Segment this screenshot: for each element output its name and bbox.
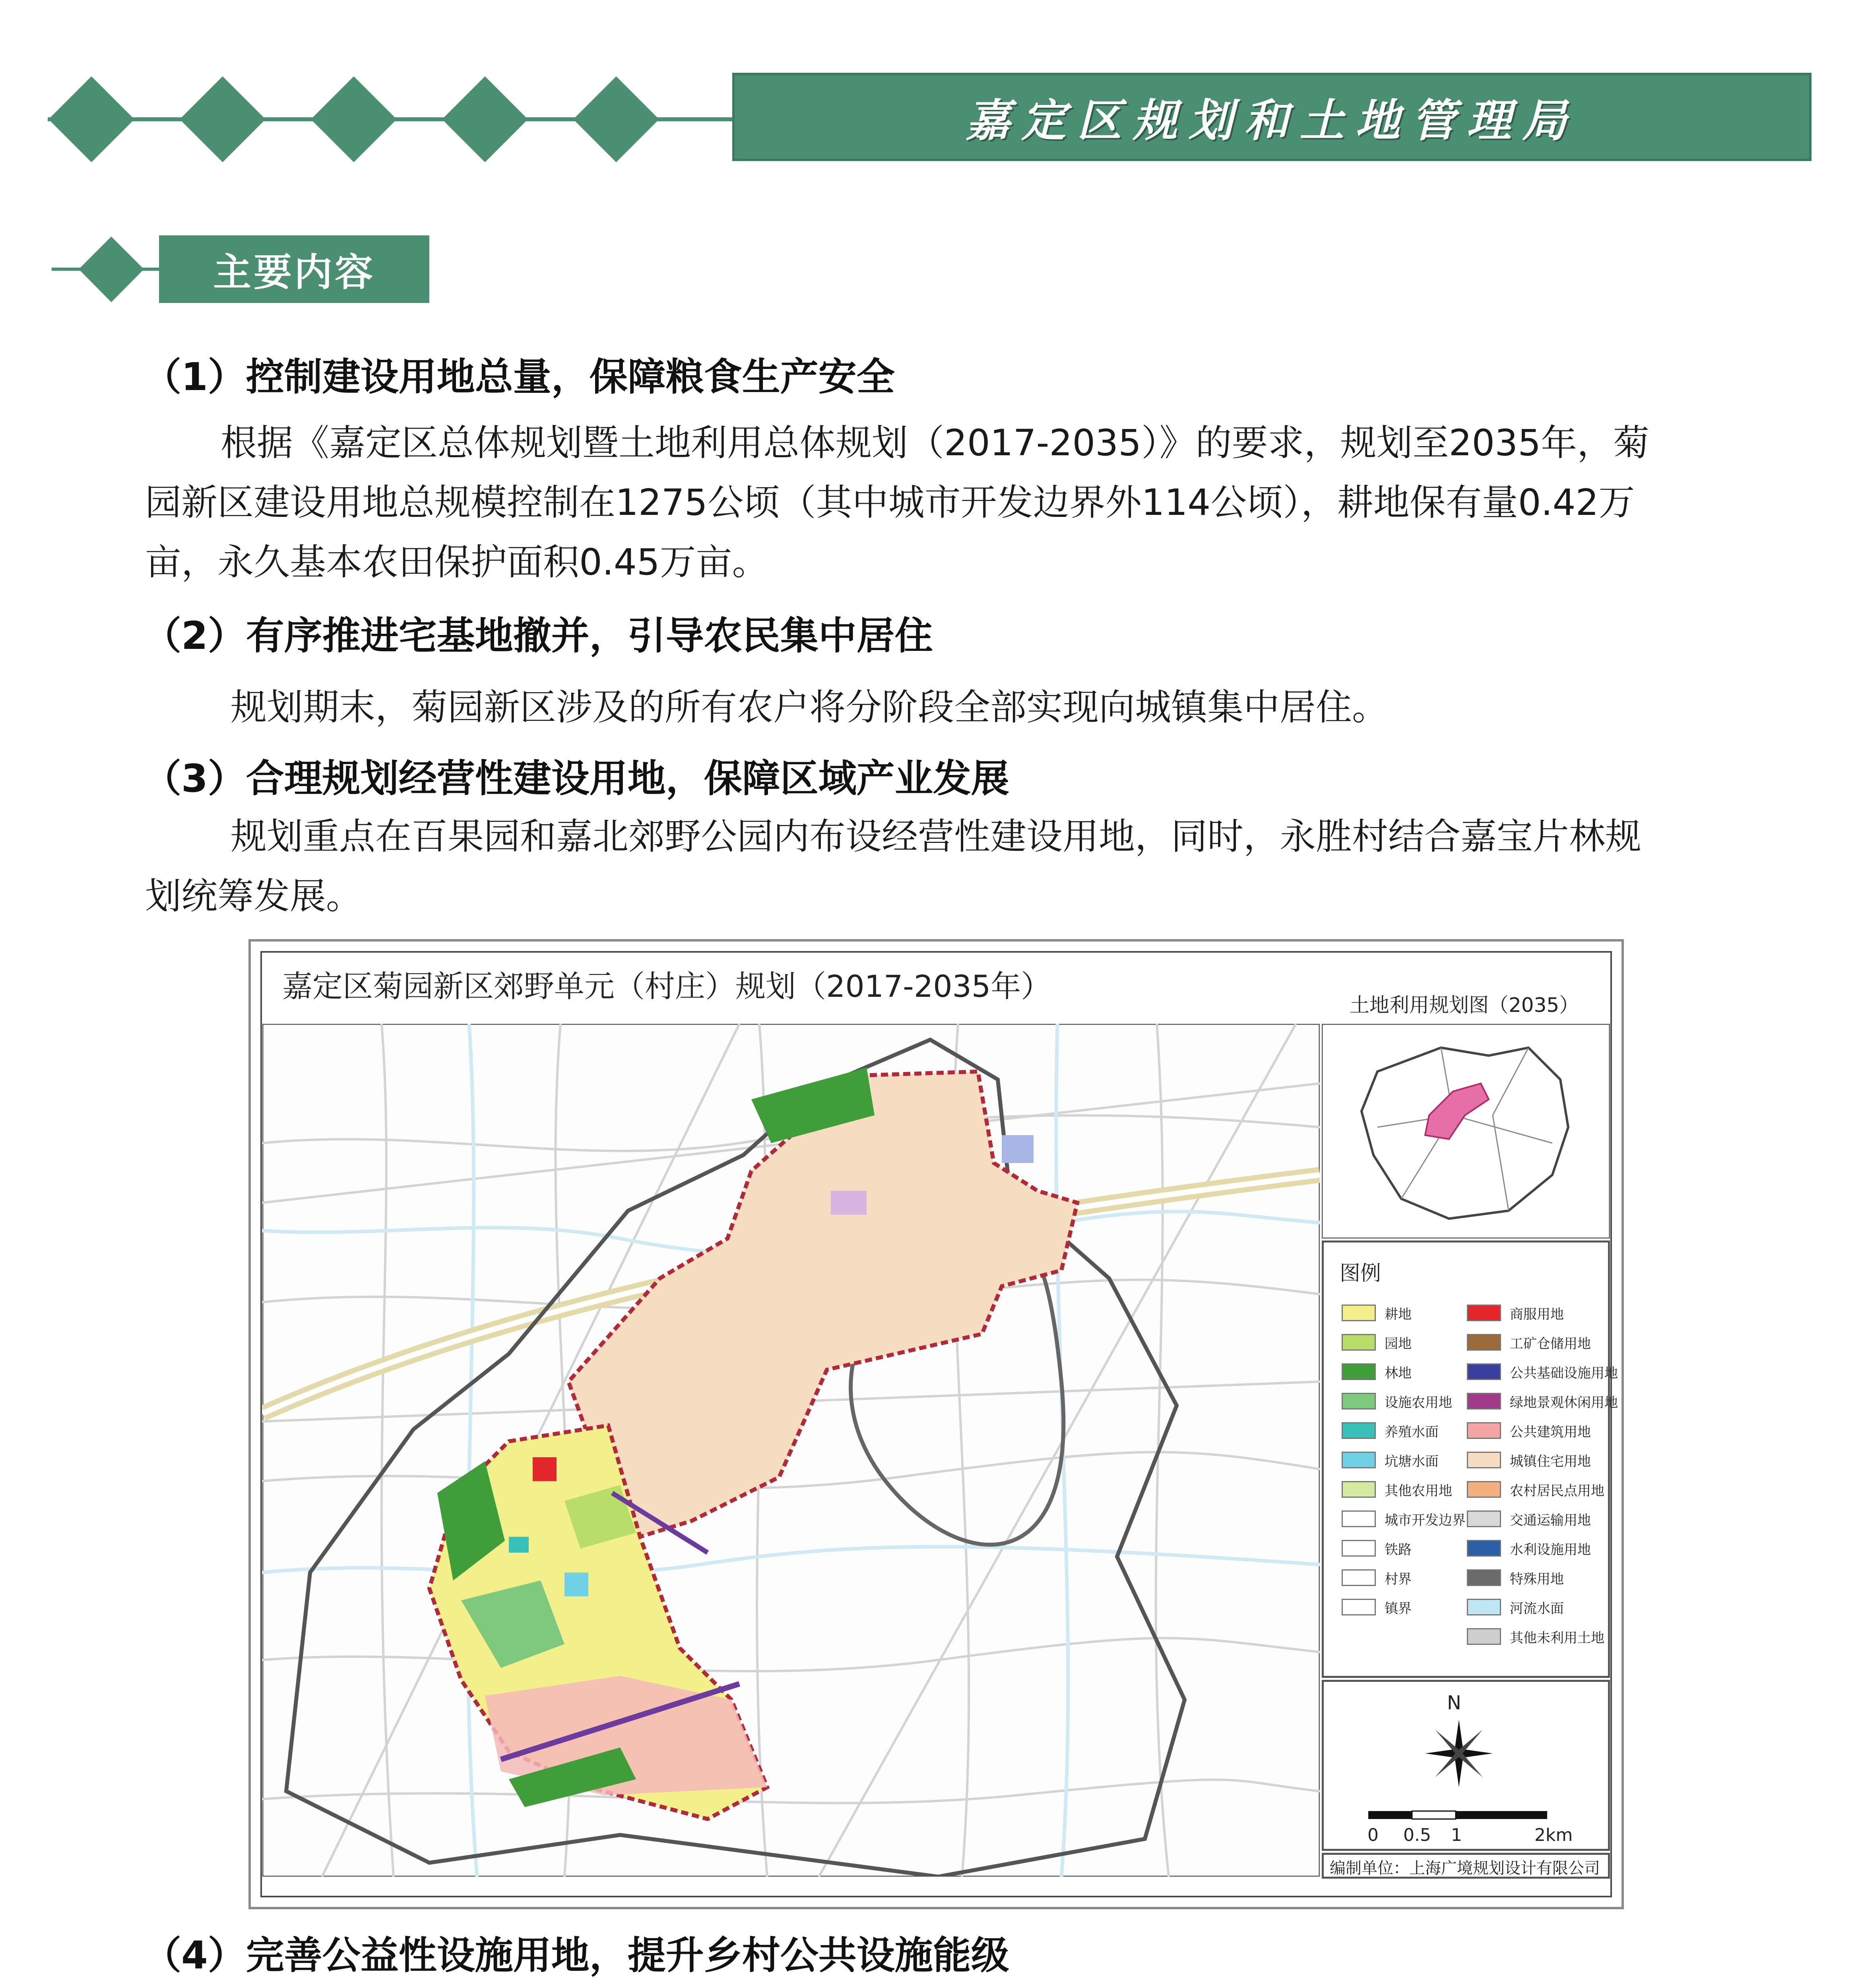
legend-left-row: [1342, 1298, 1466, 1328]
legend-label: 河流水面: [1510, 1600, 1564, 1617]
map-subtitle: 土地利用规划图（2035）: [1350, 994, 1579, 1017]
legend-swatch: [1467, 1452, 1501, 1468]
scale-tick-1: 1: [1451, 1825, 1462, 1845]
legend-swatch: [1467, 1393, 1501, 1409]
item-2-line-1: 规划期末，菊园新区涉及的所有农户将分阶段全部实现向城镇集中居住。: [231, 687, 1389, 728]
legend-swatch: [1342, 1540, 1376, 1557]
item-1-line-2: 园新区建设用地总规模控制在1275公顷（其中城市开发边界外114公顷），耕地保有量0.42万: [145, 482, 1635, 524]
section-diamond-icon: [52, 233, 167, 306]
legend-swatch: [1342, 1510, 1376, 1527]
legend-right-row: [1467, 1328, 1618, 1357]
legend-swatch: [1467, 1599, 1501, 1615]
legend-right-column: [1467, 1298, 1618, 1651]
legend-label: 镇界: [1385, 1600, 1412, 1617]
legend-left-row: [1342, 1563, 1466, 1592]
inset-locator-map: [1322, 1024, 1610, 1239]
item-3-line-2: 划统筹发展。: [145, 876, 363, 917]
legend-swatch: [1342, 1452, 1376, 1468]
legend-label: 公共建筑用地: [1510, 1424, 1591, 1440]
item-3-heading: （3）合理规划经营性建设用地，保障区域产业发展: [143, 756, 1009, 801]
legend-right-row: [1467, 1534, 1618, 1563]
legend-right-row: [1467, 1475, 1618, 1504]
legend-left-row: [1342, 1504, 1466, 1534]
legend-swatch: [1467, 1510, 1501, 1527]
legend-swatch: [1467, 1569, 1501, 1586]
legend-swatch: [1467, 1334, 1501, 1351]
legend-left-row: [1342, 1475, 1466, 1504]
legend-left-row: [1342, 1357, 1466, 1386]
legend-label: 坑塘水面: [1385, 1453, 1439, 1470]
legend-label: 交通运输用地: [1510, 1512, 1591, 1528]
scale-tick-2km: 2km: [1534, 1825, 1573, 1845]
header-agency-name: 嘉定区规划和土地管理局: [966, 94, 1578, 147]
legend-left-row: [1342, 1592, 1466, 1622]
legend-left-column: [1342, 1298, 1466, 1622]
legend-right-row: [1467, 1445, 1618, 1475]
legend-left-row: [1342, 1534, 1466, 1563]
item-2-heading: （2）有序推进宅基地撤并，引导农民集中居住: [143, 613, 933, 658]
legend-swatch: [1467, 1363, 1501, 1380]
legend-label: 铁路: [1385, 1541, 1412, 1558]
legend-swatch: [1342, 1422, 1376, 1439]
legend-right-row: [1467, 1592, 1618, 1622]
legend-right-row: [1467, 1357, 1618, 1386]
legend-left-row: [1342, 1328, 1466, 1357]
legend-label: 林地: [1385, 1365, 1412, 1381]
legend-swatch: [1467, 1481, 1501, 1498]
item-1-heading: （1）控制建设用地总量，保障粮食生产安全: [143, 355, 895, 399]
legend-swatch: [1467, 1540, 1501, 1557]
legend-right-row: [1467, 1622, 1618, 1651]
legend-left-row: [1342, 1416, 1466, 1445]
item-4-heading: （4）完善公益性设施用地，提升乡村公共设施能级: [143, 1933, 1009, 1978]
scale-tick-0: 0: [1367, 1825, 1379, 1845]
legend-label: 绿地景观休闲用地: [1510, 1394, 1618, 1411]
legend-swatch: [1467, 1628, 1501, 1645]
legend-swatch: [1467, 1305, 1501, 1321]
legend-label: 耕地: [1385, 1306, 1412, 1322]
section-title: 主要内容: [159, 235, 429, 303]
item-1-line-1: 根据《嘉定区总体规划暨土地利用总体规划（2017-2035）》的要求，规划至2035年，菊: [221, 422, 1650, 464]
legend-label: 公共基础设施用地: [1510, 1365, 1618, 1381]
legend-label: 其他农用地: [1385, 1483, 1452, 1499]
legend-title: 图例: [1340, 1262, 1381, 1285]
header-banner: [732, 73, 1812, 161]
north-label: N: [1447, 1692, 1461, 1714]
item-1-line-3: 亩，永久基本农田保护面积0.45万亩。: [145, 542, 768, 583]
scale-bar: [1367, 1807, 1554, 1823]
map-title: 嘉定区菊园新区郊野单元（村庄）规划（2017-2035年）: [282, 969, 1051, 1004]
legend-label: 商服用地: [1510, 1306, 1564, 1322]
legend-label: 水利设施用地: [1510, 1541, 1591, 1558]
legend-swatch: [1342, 1363, 1376, 1380]
legend-label: 城市开发边界: [1385, 1512, 1466, 1528]
legend-swatch: [1342, 1569, 1376, 1586]
legend-right-row: [1467, 1563, 1618, 1592]
legend-swatch: [1342, 1305, 1376, 1321]
legend-label: 其他未利用土地: [1510, 1630, 1604, 1646]
legend-right-row: [1467, 1416, 1618, 1445]
legend-right-row: [1467, 1504, 1618, 1534]
legend-label: 园地: [1385, 1336, 1412, 1352]
legend-label: 村界: [1385, 1571, 1412, 1587]
legend-label: 设施农用地: [1385, 1394, 1452, 1411]
legend-label: 养殖水面: [1385, 1424, 1439, 1440]
legend-label: 农村居民点用地: [1510, 1483, 1604, 1499]
legend-swatch: [1342, 1334, 1376, 1351]
header-diamond-chain: [48, 68, 739, 171]
item-3-line-1: 规划重点在百果园和嘉北郊野公园内布设经营性建设用地，同时，永胜村结合嘉宝片林规: [231, 816, 1642, 858]
legend-swatch: [1342, 1393, 1376, 1409]
legend-swatch: [1342, 1599, 1376, 1615]
legend-label: 工矿仓储用地: [1510, 1336, 1591, 1352]
compass-rose-icon: [1423, 1718, 1495, 1789]
legend-left-row: [1342, 1445, 1466, 1475]
legend-label: 城镇住宅用地: [1510, 1453, 1591, 1470]
legend-right-row: [1467, 1298, 1618, 1328]
map-credit: 编制单位：上海广境规划设计有限公司: [1330, 1859, 1600, 1877]
scale-tick-0-5: 0.5: [1403, 1825, 1431, 1845]
legend-swatch: [1342, 1481, 1376, 1498]
legend-swatch: [1467, 1422, 1501, 1439]
legend-left-row: [1342, 1386, 1466, 1416]
legend-label: 特殊用地: [1510, 1571, 1564, 1587]
legend-right-row: [1467, 1386, 1618, 1416]
land-use-map: [262, 1024, 1320, 1877]
